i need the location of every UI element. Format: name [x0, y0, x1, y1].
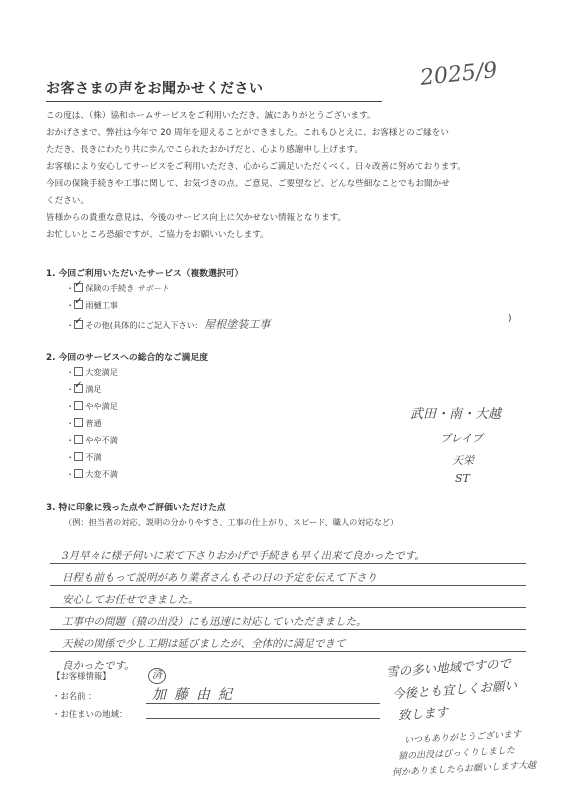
- checkbox[interactable]: [74, 418, 83, 427]
- checkbox[interactable]: [74, 300, 83, 309]
- handwritten-staff-note: 猿の出没はびっくりしました: [397, 745, 516, 763]
- q2-option[interactable]: ・✓ 満足: [66, 384, 102, 395]
- q2-option[interactable]: ・ 大変不満: [66, 469, 118, 479]
- intro-line: ただき、長きにわたり共に歩んでこられたおかげだと、心より感謝申し上げます。: [46, 145, 363, 155]
- answer-line: 日程も前もって説明があり業者さんもその日の予定を伝えて下さり: [62, 572, 377, 584]
- checkbox[interactable]: [74, 435, 83, 444]
- option-label: 大変不満: [85, 469, 118, 479]
- q2-option[interactable]: ・ 大変満足: [66, 367, 118, 377]
- checkbox[interactable]: [74, 320, 83, 329]
- handwritten-staff-note: いつもありがとうございます: [403, 729, 522, 747]
- handwritten-reply: 致します: [397, 704, 449, 723]
- q2-option[interactable]: ・ やや不満: [66, 435, 118, 445]
- q2-option[interactable]: ・ 不満: [66, 452, 102, 462]
- handwritten-staff-note: 何かありましたらお願いします: [391, 761, 519, 779]
- intro-line: お客様により安心してサービスをご利用いただき、心からご満足いただくべく、日々改善に努めております。: [46, 162, 466, 172]
- q3-heading: 3. 特に印象に残った点やご評価いただけた点: [46, 503, 226, 513]
- option-label: 大変満足: [85, 367, 118, 377]
- q1-option-gutter[interactable]: ・✓ 雨樋工事: [66, 300, 118, 311]
- option-label: 不満: [85, 452, 102, 462]
- handwritten-reply: 雪の多い地域ですので: [385, 655, 512, 680]
- answer-rule: [50, 607, 526, 608]
- checkbox[interactable]: [74, 401, 83, 410]
- option-label: 保険の手続き: [85, 283, 135, 293]
- intro-line: おかげさまで、弊社は今年で 20 周年を迎えることができました。これもひとえに、お客様とのご縁をい: [46, 128, 449, 138]
- intro-line: お忙しいところ恐縮ですが、ご協力をお願いいたします。: [46, 230, 269, 240]
- option-label: 満足: [85, 384, 102, 394]
- answer-rule: [50, 563, 526, 564]
- handwritten-staff-names: 武田・南・大越: [410, 407, 502, 422]
- option-label: 雨樋工事: [85, 300, 118, 310]
- answer-line: 3月早々に様子伺いに来て下さりおかげで手続きも早く出来て良かったです。: [62, 550, 425, 562]
- q2-option[interactable]: ・ 普通: [66, 418, 102, 428]
- checkbox[interactable]: [74, 469, 83, 478]
- intro-text: [46, 108, 526, 244]
- checkbox[interactable]: [74, 283, 83, 292]
- q1-option-other[interactable]: ・✓ その他(具体的にご記入下さい: 屋根塗装工事: [66, 316, 270, 332]
- handwritten-signature: 大越: [518, 761, 537, 771]
- q2-option[interactable]: ・ やや満足: [66, 401, 118, 411]
- answer-line: 天候の関係で少し工期は延びましたが、全体的に満足できて: [62, 638, 346, 650]
- answer-line: 安心してお任せできました。: [62, 594, 199, 606]
- close-paren: ): [508, 314, 512, 324]
- area-label: ・お住まいの地域：: [52, 709, 128, 719]
- q1-heading: 1. 今回ご利用いただいたサービス（複数選択可）: [46, 269, 244, 279]
- stamp-mark: 済: [148, 668, 166, 684]
- handwritten-reply: 今後とも宜しくお願い: [391, 677, 518, 702]
- answer-rule: [50, 629, 526, 630]
- handwritten-date: 2025/9: [418, 58, 499, 91]
- checkbox[interactable]: [74, 384, 83, 393]
- answer-line: 良かったです。: [62, 660, 135, 672]
- page-title: お客さまの声をお聞かせください: [46, 81, 264, 97]
- answer-rule: [50, 651, 526, 652]
- handwritten-note: 屋根塗装工事: [204, 318, 271, 331]
- intro-line: 皆様からの貴重な意見は、今後のサービス向上に欠かせない情報となります。: [46, 213, 347, 223]
- intro-line: ください。: [46, 196, 89, 206]
- option-label: その他(具体的にご記入下さい:: [85, 320, 198, 330]
- area-field[interactable]: [146, 718, 380, 719]
- title-underline: [46, 101, 382, 102]
- q2-heading: 2. 今回のサービスへの総合的なご満足度: [46, 353, 209, 363]
- customer-info-heading: 【お客様情報】: [52, 671, 111, 681]
- option-label: 普通: [85, 418, 102, 428]
- intro-line: この度は、（株）協和ホームサービスをご利用いただき、誠にありがとうございます。: [46, 111, 376, 121]
- handwritten-area: 天栄: [452, 454, 474, 467]
- handwritten-company: ブレイブ: [440, 432, 483, 445]
- name-field[interactable]: 加藤由紀: [152, 687, 240, 703]
- option-label: やや満足: [85, 401, 118, 411]
- answer-line: 工事中の問題（猿の出没）にも迅速に対応していただきました。: [62, 616, 367, 628]
- option-label: やや不満: [85, 435, 118, 445]
- handwritten-code: ST: [455, 472, 470, 485]
- answer-rule: [50, 585, 526, 586]
- q1-option-insurance[interactable]: ・✓ 保険の手続き サポート: [66, 283, 169, 294]
- checkbox[interactable]: [74, 452, 83, 461]
- intro-line: 今回の保険手続きや工事に関して、お気づきの点、ご意見、ご要望など、どんな些細なことでもお聞かせ: [46, 179, 450, 189]
- q3-example: （例：担当者の対応、説明の分かりやすさ、工事の仕上がり、スピード、職人の対応など）: [64, 517, 399, 527]
- checkbox[interactable]: [74, 367, 83, 376]
- name-label: ・お名前 ：: [52, 691, 97, 701]
- handwritten-note: サポート: [136, 284, 169, 293]
